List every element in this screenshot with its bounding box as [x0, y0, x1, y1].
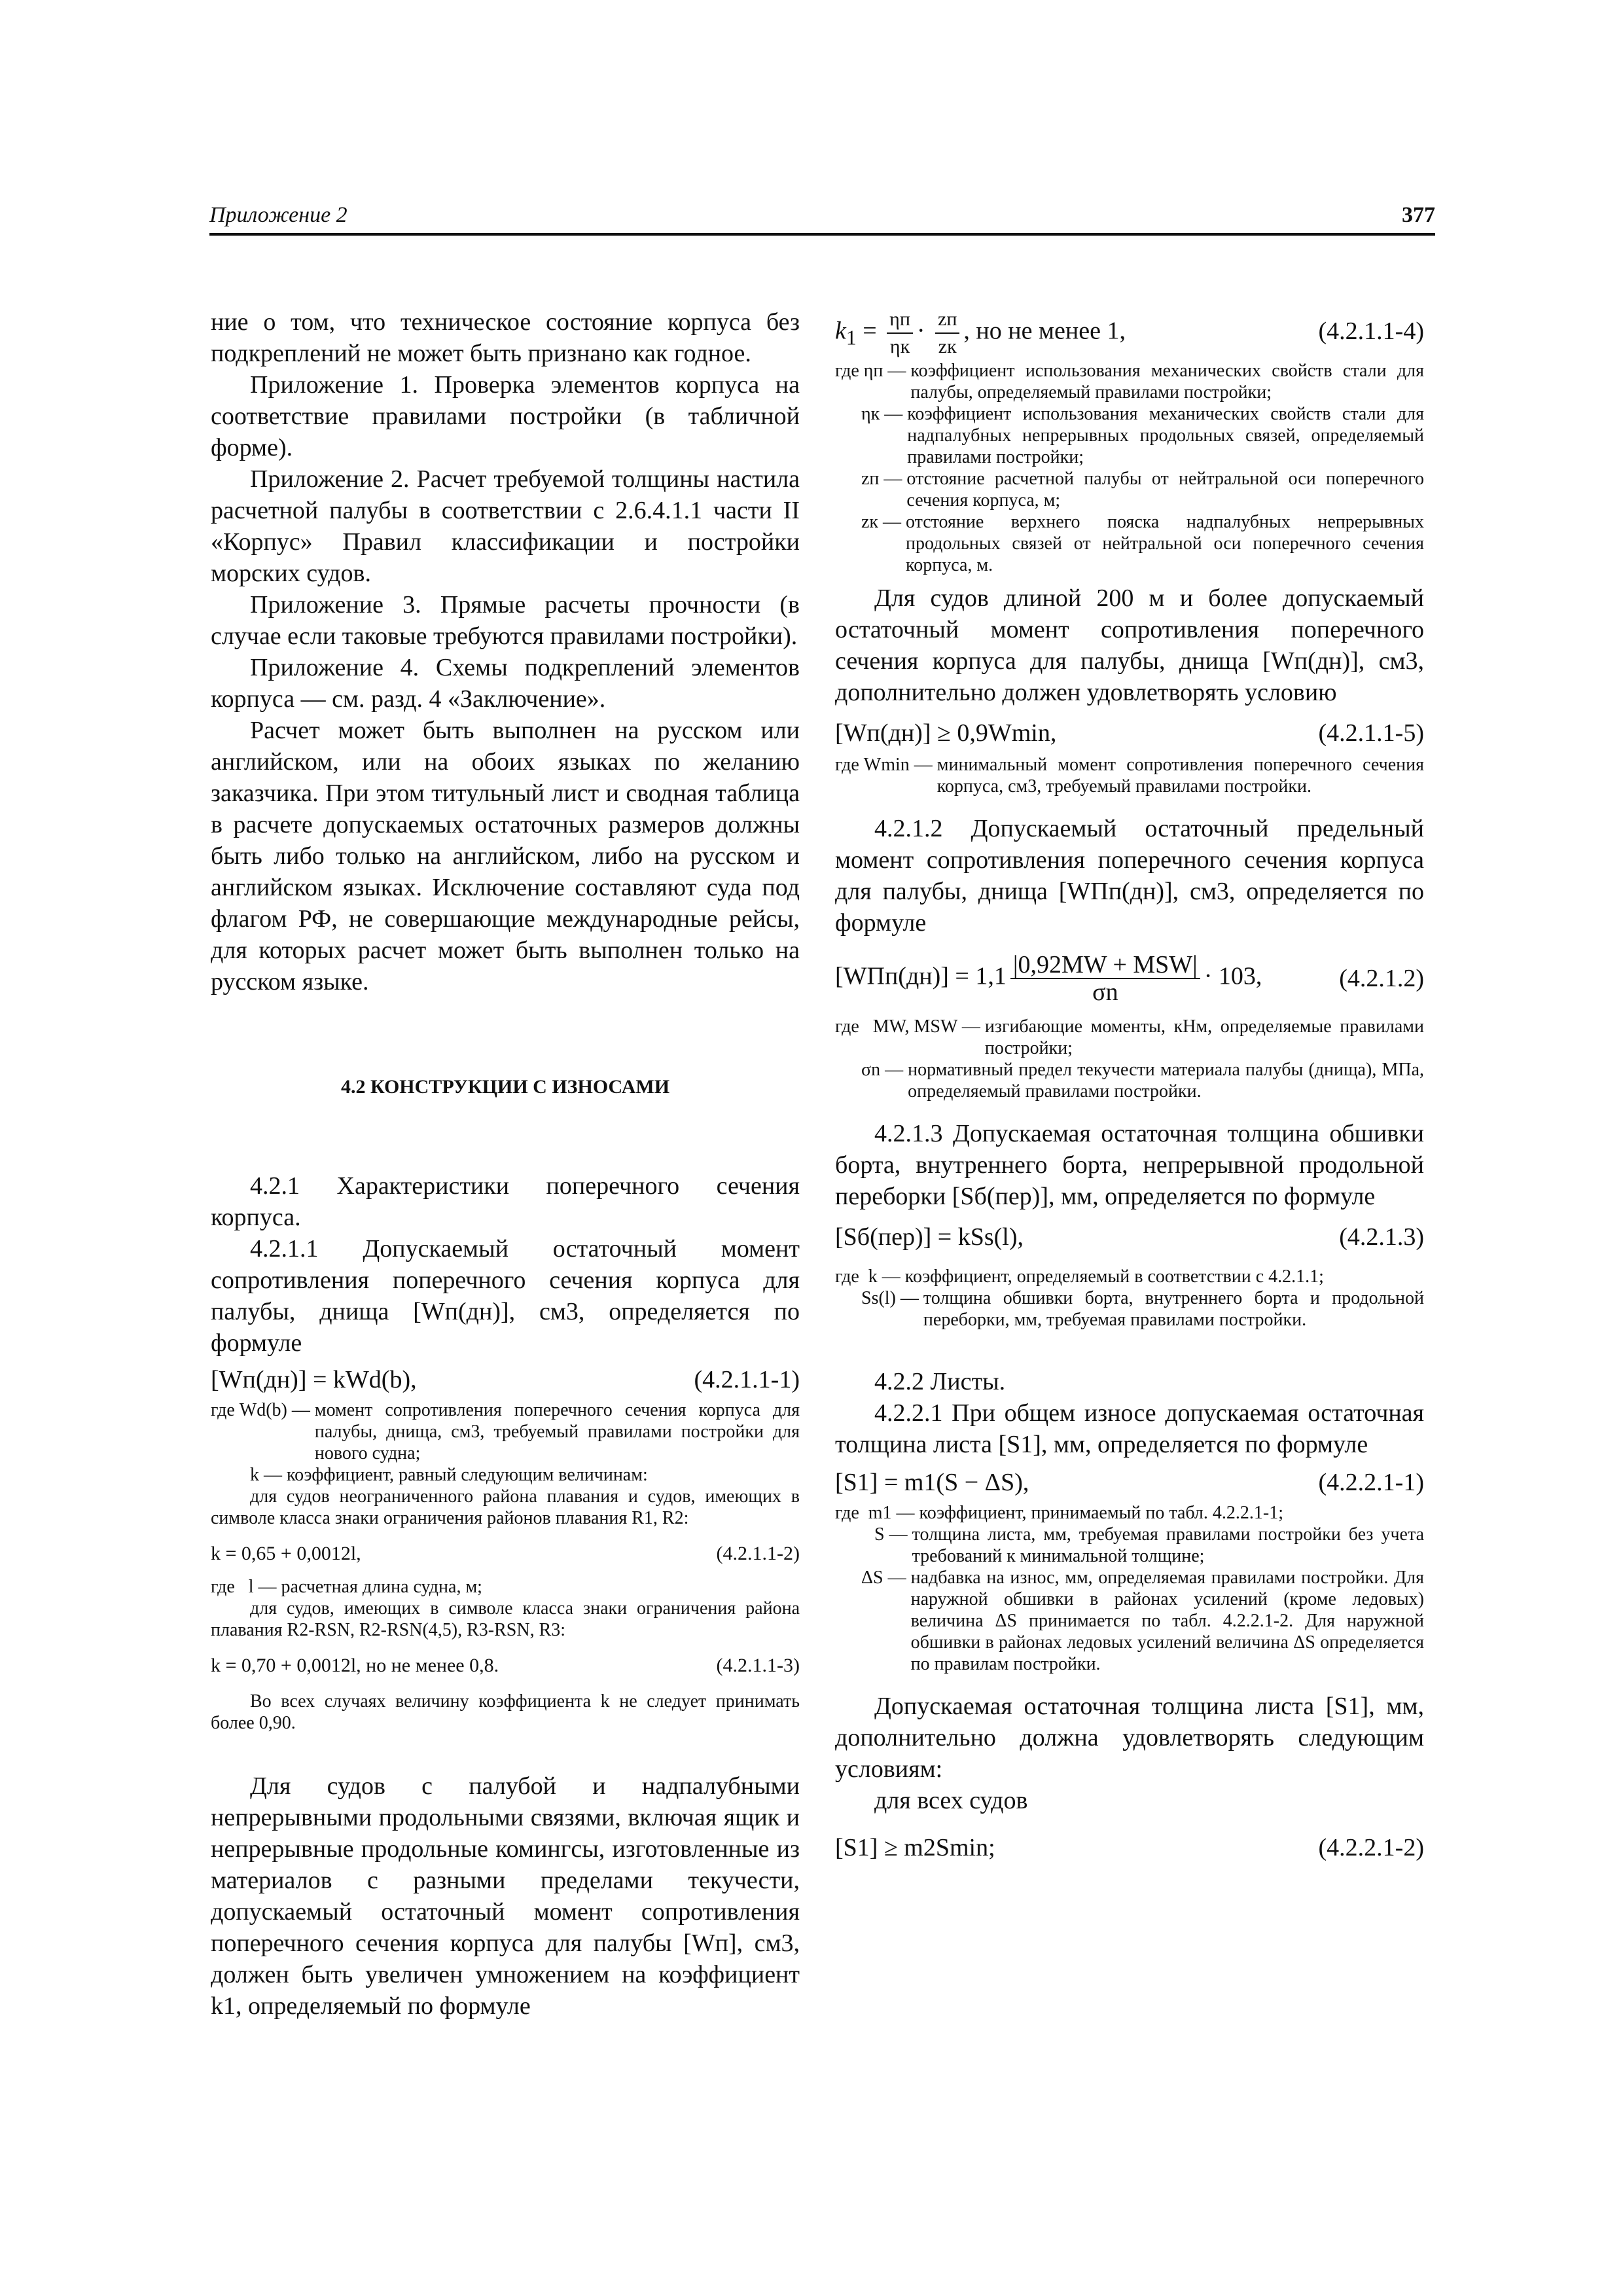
definition-symbol: zк — [861, 512, 906, 532]
section-heading: 4.2 КОНСТРУКЦИИ С ИЗНОСАМИ [340, 1076, 670, 1098]
fraction-numerator: |0,92MW + MSW| [1010, 952, 1200, 979]
definition-text: толщина обшивки борта, внутреннего борта и продольной переборки, мм, требуемая правилами постройки. [923, 1288, 1424, 1330]
definition-text: отстояние верхнего пояска надпалубных непрерывных продольных связей от нейтральной оси поперечного сечения корпуса, м. [906, 512, 1424, 575]
definition-symbol: где l — [211, 1577, 281, 1597]
definition [835, 754, 1424, 797]
equation [835, 306, 1424, 360]
definition-symbol: zп — [861, 469, 907, 489]
paragraph: 4.2.1.3 Допускаемая остаточная толщина обшивки борта, внутреннего борта, непрерывной продольной переборки [Sб(пер)], мм, определяется по формуле [835, 1120, 1424, 1210]
fraction [935, 306, 959, 360]
definition-text: коэффициент, определяемый в соответствии с 4.2.1.1; [904, 1266, 1324, 1287]
fraction-denominator: ηк [889, 336, 910, 357]
definition-text: толщина листа, мм, требуемая правилами постройки без учета требований к минимальной толщине; [912, 1524, 1424, 1566]
equation [835, 717, 1424, 749]
paragraph: 4.2.2.1 При общем износе допускаемая остаточная толщина листа [S1], мм, определяется по формуле [835, 1399, 1424, 1458]
definition-symbol: ηк — [861, 404, 908, 424]
definition [211, 1464, 800, 1486]
definition [835, 468, 1424, 511]
paragraph: Приложение 4. Схемы подкреплений элементов корпуса — см. разд. 4 «Заключение». [211, 654, 800, 713]
equation [835, 952, 1424, 1005]
equation-number: (4.2.1.1-5) [1318, 719, 1424, 747]
definition [835, 1016, 1424, 1059]
definition [835, 1524, 1424, 1567]
equation-number: (4.2.1.1-3) [716, 1655, 800, 1676]
note: для судов, имеющих в символе класса знаки ограничения района плавания R2-RSN, R2-RSN(4,5), R3-RSN, R3: [211, 1598, 800, 1640]
definition-symbol: где MW, MSW — [835, 1016, 985, 1037]
fraction-denominator: zк [938, 336, 957, 357]
definition-text: надбавка на износ, мм, определяемая правилами постройки. Для наружной обшивки в районах усилений (кроме ледовых) величина ΔS принимается по табл. 4.2.2.1-2. Для наружной обшивки в районах ледовых усилений величина ΔS определяется по правилам постройки. [910, 1568, 1424, 1674]
definition-text: изгибающие моменты, кНм, определяемые правилами постройки; [984, 1016, 1424, 1058]
definition-text: нормативный предел текучести материала палубы (днища), МПа, определяемый правилами постройки. [908, 1060, 1424, 1102]
definition-symbol: где Wd(b) — [211, 1400, 315, 1420]
equation-body: k = 0,65 + 0,0012l, [211, 1543, 361, 1564]
equation-body: $k_1$ = $\frac{\eta п}{\eta к}$ · $\frac{zп}{zк}$ , но не менее 1, [835, 306, 1126, 360]
fraction-denominator: σn [1092, 978, 1118, 1006]
equation-number: (4.2.2.1-2) [1318, 1834, 1424, 1861]
note: для судов неограниченного района плавания и судов, имеющих в символе класса знаки ограничения районов плавания R1, R2: [211, 1486, 800, 1528]
fraction [1010, 952, 1200, 1005]
paragraph: 4.2.1.2 Допускаемый остаточный предельный момент сопротивления поперечного сечения корпуса для палубы, днища [WПп(дн)], см3, определяется по формуле [835, 815, 1424, 937]
definition [835, 1502, 1424, 1524]
paragraph: для всех судов [874, 1787, 1028, 1814]
paragraph: Приложение 3. Прямые расчеты прочности (в случае если таковые требуются правилами постройки). [211, 591, 800, 650]
equation-body: [S1] ≥ m2Smin; [835, 1834, 995, 1861]
equation-body: [Sб(пер)] = kSs(l), [835, 1223, 1024, 1251]
definition [835, 511, 1424, 576]
note: Во всех случаях величину коэффициента k не следует принимать более 0,90. [211, 1691, 800, 1733]
definition [835, 360, 1424, 403]
definition-symbol: где ηп — [835, 361, 911, 381]
equation-number: (4.2.1.3) [1339, 1223, 1424, 1251]
definition [211, 1399, 800, 1464]
equation [835, 1832, 1424, 1863]
definition [835, 1287, 1424, 1331]
equation [835, 1221, 1424, 1253]
definition-text: отстояние расчетной палубы от нейтральной оси поперечного сечения корпуса, м; [906, 469, 1424, 511]
equation-body: [Wп(дн)] ≥ 0,9Wmin, [835, 719, 1057, 747]
paragraph: 4.2.1.1 Допускаемый остаточный момент сопротивления поперечного сечения корпуса для палубы, днища [Wп(дн)], см3, определяется по формуле [211, 1235, 800, 1357]
definition-symbol: где m1 — [835, 1503, 919, 1523]
equation-body: [S1] = m1(S − ΔS), [835, 1469, 1029, 1496]
equation [211, 1653, 800, 1679]
definition-text: минимальный момент сопротивления поперечного сечения корпуса, см3, требуемый правилами постройки. [936, 755, 1424, 797]
equation-number: (4.2.2.1-1) [1318, 1469, 1424, 1496]
definition-text: коэффициент использования механических свойств стали для палубы, определяемый правилами постройки; [910, 361, 1424, 403]
definition-text: коэффициент использования механических свойств стали для надпалубных непрерывных продольных связей, определяемый правилами постройки; [907, 404, 1424, 467]
fraction [887, 306, 913, 360]
equation-body: k = 0,70 + 0,0012l, но не менее 0,8. [211, 1655, 499, 1676]
equation-number: (4.2.1.1-2) [716, 1543, 800, 1564]
definition [211, 1576, 800, 1598]
fraction-numerator: ηп [887, 306, 913, 334]
equation-tail: , но не менее 1, [963, 317, 1126, 345]
equation-left: [WПп(дн)] = 1,1 [835, 962, 1007, 990]
right-column [835, 306, 1424, 1863]
equation-body: [Wп(дн)] = kWd(b), [211, 1366, 417, 1393]
definition-text: расчетная длина судна, м; [281, 1577, 482, 1597]
equation-body [835, 952, 1262, 1005]
equation-number: (4.2.1.1-1) [694, 1366, 800, 1393]
page-header [209, 203, 1435, 234]
definition [835, 1059, 1424, 1102]
paragraph: Приложение 2. Расчет требуемой толщины настила расчетной палубы в соответствии с 2.6.4.1.1 части II «Корпус» Правил классификации и постройки морских судов. [211, 465, 800, 587]
equation [835, 1467, 1424, 1498]
definition-text: коэффициент, равный следующим величинам: [287, 1465, 648, 1485]
definition-symbol: где k — [835, 1266, 905, 1287]
left-column [211, 306, 800, 2022]
paragraph: Для судов длиной 200 м и более допускаемый остаточный момент сопротивления поперечного сечения корпуса для палубы, днища [Wп(дн)], см3, дополнительно должен удовлетворять условию [835, 584, 1424, 706]
header-rule [209, 233, 1435, 236]
paragraph: Расчет может быть выполнен на русском или английском, или на обоих языках по желанию заказчика. При этом титульный лист и сводная таблица в расчете допускаемых остаточных размеров должны быть либо только на английском, либо на русском и английском языках. Исключение составляют суда под флагом РФ, не совершающие международные рейсы, для которых расчет может быть выполнен только на русском языке. [211, 717, 800, 996]
definition-symbol: S — [874, 1524, 912, 1545]
definition-text: коэффициент, принимаемый по табл. 4.2.2.1-1; [919, 1503, 1283, 1523]
definition [835, 403, 1424, 468]
paragraph: Для судов с палубой и надпалубными непрерывными продольными связями, включая ящик и непрерывные продольные комингсы, изготовленные из материалов с разными пределами текучести, допускаемый остаточный момент сопротивления поперечного сечения корпуса для палубы [Wп], см3, должен быть увеличен умножением на коэффициент k1, определяемый по формуле [211, 1772, 800, 2020]
definition-text: момент сопротивления поперечного сечения корпуса для палубы, днища, см3, требуемый правилами постройки для нового судна; [314, 1400, 800, 1463]
definition-symbol: Ss(l) — [861, 1288, 923, 1308]
paragraph: ние о том, что техническое состояние корпуса без подкреплений не может быть признано как годное. [211, 308, 800, 367]
paragraph: Приложение 1. Проверка элементов корпуса на соответствие правилами постройки (в табличной форме). [211, 371, 800, 461]
definition [835, 1567, 1424, 1675]
definition [835, 1266, 1424, 1287]
definition-symbol: k — [250, 1465, 287, 1485]
definition-symbol: где Wmin — [835, 755, 937, 775]
equation-number: (4.2.1.1-4) [1318, 317, 1424, 345]
equation [211, 1364, 800, 1395]
equation [211, 1541, 800, 1567]
page-number: 377 [1402, 203, 1435, 227]
subsection-heading: 4.2.2 Листы. [874, 1368, 1006, 1395]
header-title: Приложение 2 [209, 203, 348, 227]
fraction-numerator: zп [935, 306, 959, 334]
paragraph: Допускаемая остаточная толщина листа [S1], мм, дополнительно должна удовлетворять следующим условиям: [835, 1693, 1424, 1783]
definition-symbol: ΔS — [861, 1568, 911, 1588]
equation-number: (4.2.1.2) [1339, 965, 1424, 992]
equation-tail: · 103, [1204, 962, 1262, 990]
subsection-heading: 4.2.1 Характеристики поперечного сечения корпуса. [211, 1172, 800, 1231]
definition-symbol: σn — [861, 1060, 908, 1080]
